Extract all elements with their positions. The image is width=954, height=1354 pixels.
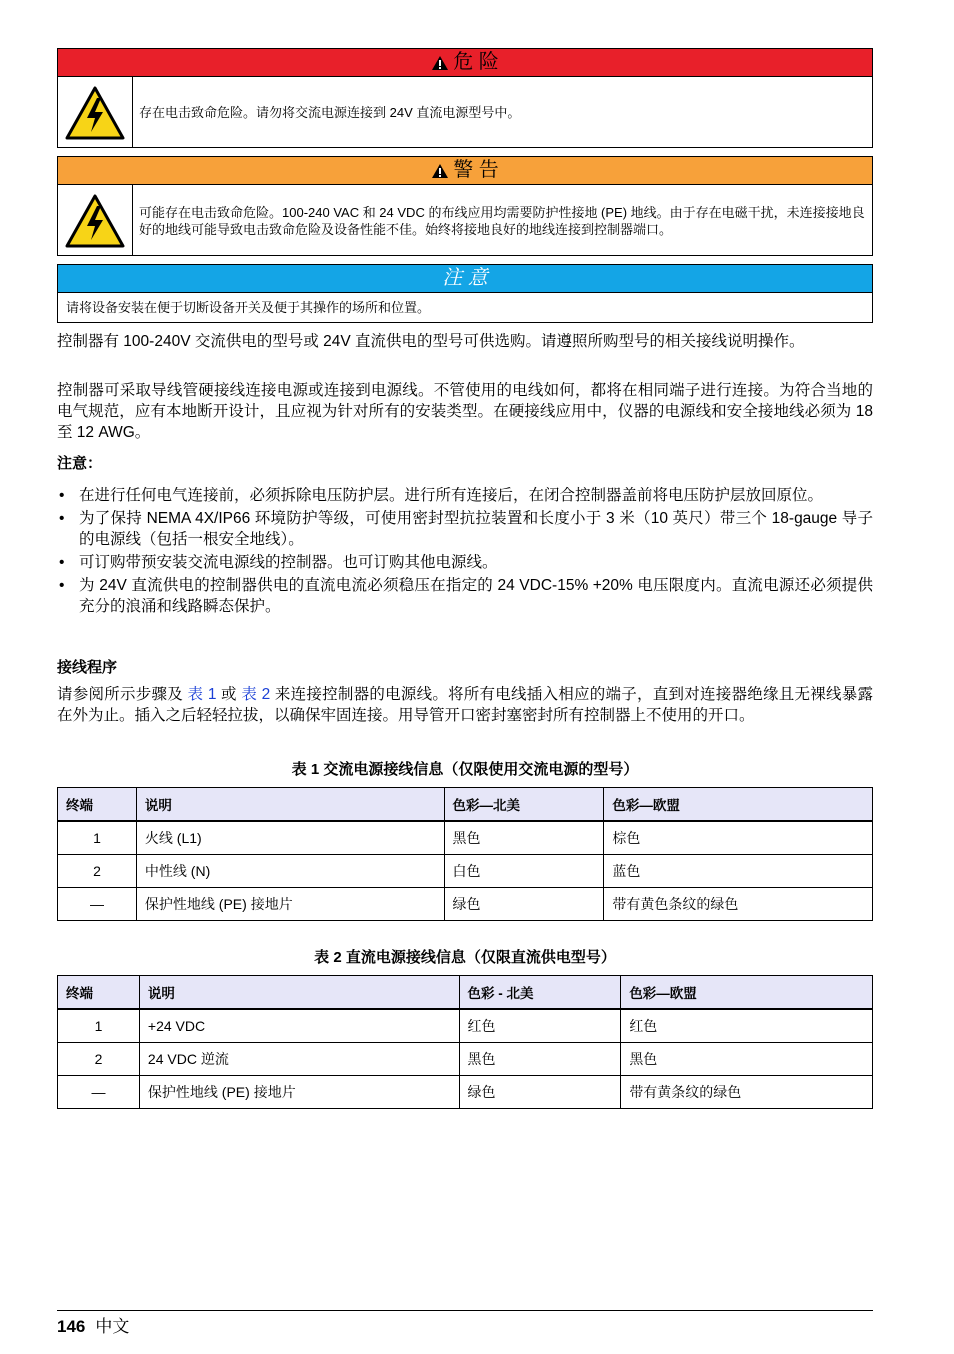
warning-text: 可能存在电击致命危险。100-240 VAC 和 24 VDC 的布线应用均需要防护性接地 (PE) 地线。由于存在电磁干扰，未连接接地良好的地线可能导致电击致命危险及设备性能不佳。始终将接地良好的地线连接到控制器端口。: [139, 204, 865, 237]
table-header-row: [58, 788, 873, 822]
warning-triangle-icon: [431, 163, 449, 179]
table-header-row: [58, 976, 873, 1010]
danger-box: [57, 48, 873, 148]
column-header: 说明: [139, 976, 459, 1010]
page-footer: [57, 1312, 129, 1337]
column-header: 色彩 - 北美: [459, 976, 621, 1010]
wiring-text-pre: 请参阅所示步骤及: [57, 686, 188, 703]
column-header: 说明: [136, 788, 444, 822]
wiring-paragraph: [57, 684, 873, 726]
table1-link[interactable]: 表 1: [187, 686, 217, 703]
column-header: 终端: [58, 788, 137, 822]
table-cell: 2: [58, 1043, 140, 1076]
table-row: [58, 1076, 873, 1109]
table-cell: 保护性地线 (PE) 接地片: [139, 1076, 459, 1109]
table-cell: —: [58, 1076, 140, 1109]
danger-text: 存在电击致命危险。请勿将交流电源连接到 24V 直流电源型号中。: [139, 105, 521, 120]
electric-shock-icon: [58, 77, 133, 148]
table-cell: 火线 (L1): [136, 821, 444, 855]
notice-text: 请将设备安装在便于切断设备开关及便于其操作的场所和位置。: [66, 300, 431, 315]
table2-link[interactable]: 表 2: [241, 686, 271, 703]
footer-language: 中文: [95, 1317, 130, 1337]
table-cell: 黑色: [444, 821, 604, 855]
danger-header: [58, 49, 872, 77]
table-row: [58, 1043, 873, 1076]
table-cell: 棕色: [604, 821, 873, 855]
wiring-text-mid: 或: [216, 686, 242, 703]
footer-divider: [57, 1310, 873, 1311]
table-cell: +24 VDC: [139, 1009, 459, 1043]
notice-header: [58, 265, 872, 293]
table-cell: 黑色: [459, 1043, 621, 1076]
warning-box: [57, 156, 873, 256]
notes-list: [57, 485, 873, 619]
table-cell: 白色: [444, 855, 604, 888]
table-cell: 蓝色: [604, 855, 873, 888]
column-header: 终端: [58, 976, 140, 1010]
page-number: 146: [57, 1317, 86, 1336]
warning-title: 警 告: [453, 159, 499, 181]
table-cell: —: [58, 888, 137, 921]
notes-label: 注意：: [57, 455, 103, 472]
ac-wiring-table: [57, 787, 873, 921]
table-cell: 带有黄条纹的绿色: [621, 1076, 873, 1109]
table2-caption: 表 2 直流电源接线信息（仅限直流供电型号）: [314, 949, 616, 966]
warning-triangle-icon: [431, 55, 449, 71]
column-header: 色彩—欧盟: [604, 788, 873, 822]
table-row: [58, 821, 873, 855]
wiring-heading: 接线程序: [57, 659, 118, 676]
paragraph-models: 控制器有 100-240V 交流供电的型号或 24V 直流供电的型号可供选购。请遵照所购型号的相关接线说明操作。: [57, 333, 805, 350]
paragraph-power-connection: 控制器可采取导线管硬接线连接电源或连接到电源线。不管使用的电线如何，都将在相同端子进行连接。为符合当地的电气规范，应有本地断开设计，且应视为针对所有的安装类型。在硬接线应用中，仪器的电源线和安全接地线必须为 18 至 12 AWG。: [57, 382, 873, 441]
danger-title: 危 险: [453, 51, 499, 73]
dc-wiring-table: [57, 975, 873, 1109]
table-row: [58, 1009, 873, 1043]
table-cell: 红色: [621, 1009, 873, 1043]
table-row: [58, 855, 873, 888]
list-item: • 为了保持 NEMA 4X/IP66 环境防护等级，可使用密封型抗拉装置和长度小于 3 米（10 英尺）带三个 18-gauge 导子的电源线（包括一根安全地线）。: [57, 508, 873, 550]
notice-box: [57, 264, 873, 323]
table1-caption: 表 1 交流电源接线信息（仅限使用交流电源的型号）: [291, 761, 639, 778]
table-cell: 红色: [459, 1009, 621, 1043]
notice-title: 注 意: [442, 267, 488, 289]
list-item: • 在进行任何电气连接前，必须拆除电压防护层。进行所有连接后，在闭合控制器盖前将电压防护层放回原位。: [57, 485, 873, 506]
list-item: • 可订购带预安装交流电源线的控制器。也可订购其他电源线。: [57, 552, 873, 573]
list-item: • 为 24V 直流供电的控制器供电的直流电流必须稳压在指定的 24 VDC-15% +20% 电压限度内。直流电源还必须提供充分的浪涌和线路瞬态保护。: [57, 575, 873, 617]
column-header: 色彩—欧盟: [621, 976, 873, 1010]
table-cell: 保护性地线 (PE) 接地片: [136, 888, 444, 921]
table-cell: 24 VDC 逆流: [139, 1043, 459, 1076]
table-cell: 绿色: [444, 888, 604, 921]
table-cell: 绿色: [459, 1076, 621, 1109]
table-cell: 2: [58, 855, 137, 888]
table-cell: 1: [58, 821, 137, 855]
electric-shock-icon: [58, 185, 133, 256]
table-cell: 带有黄色条纹的绿色: [604, 888, 873, 921]
table-row: [58, 888, 873, 921]
table-cell: 中性线 (N): [136, 855, 444, 888]
wiring-text-post: 来连接控制器的电源线。将所有电线插入相应的端子，直到对连接器绝缘且无裸线暴露在外为止。插入之后轻轻拉拔，以确保牢固连接。用导管开口密封塞密封所有控制器上不使用的开口。: [57, 686, 874, 724]
table-cell: 黑色: [621, 1043, 873, 1076]
warning-header: [58, 157, 872, 185]
column-header: 色彩—北美: [444, 788, 604, 822]
table-cell: 1: [58, 1009, 140, 1043]
